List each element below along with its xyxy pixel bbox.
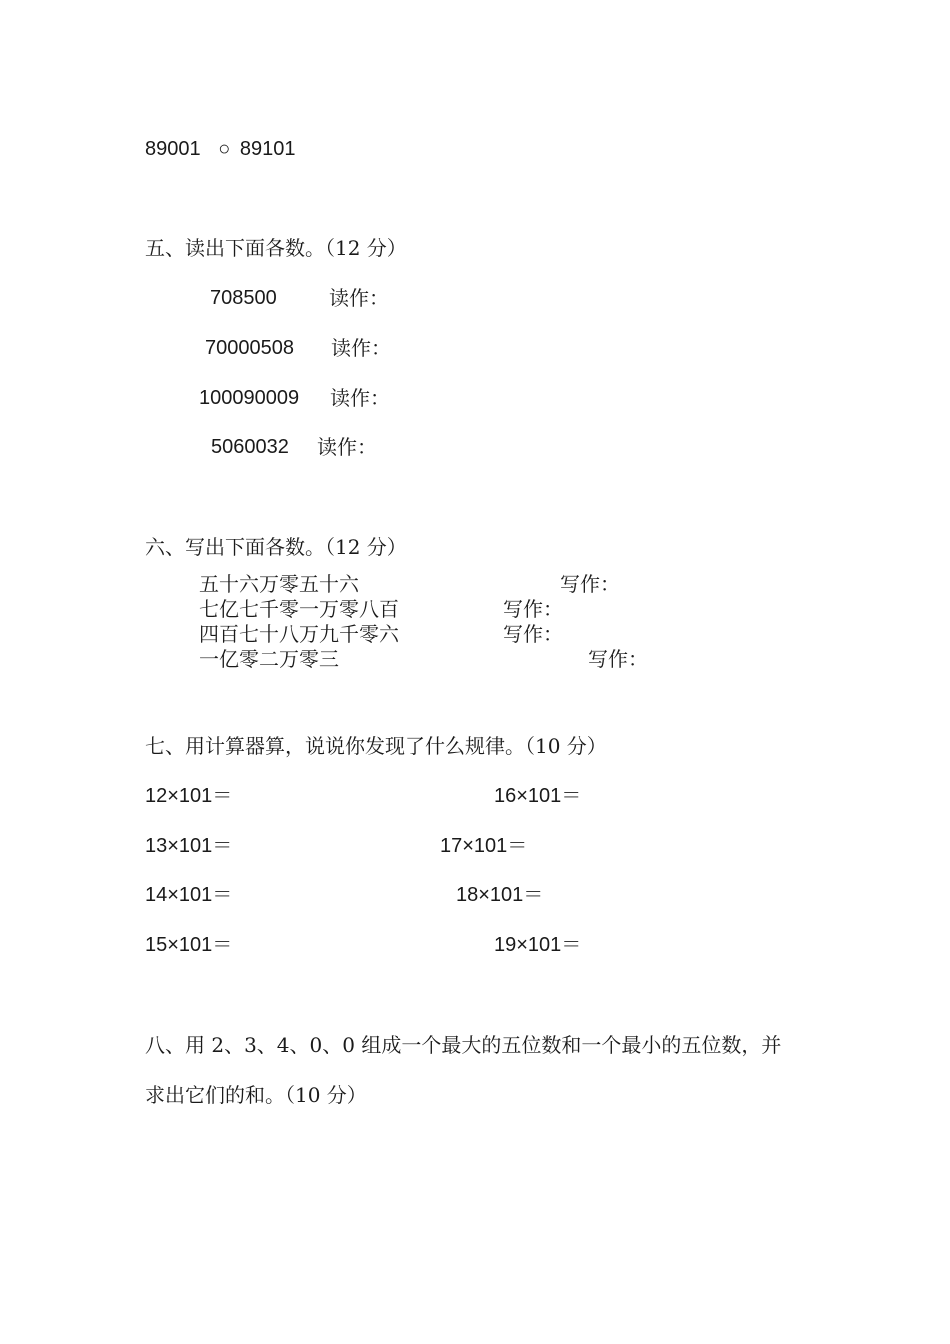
section7-equation: 12×101＝	[145, 785, 233, 807]
section5-read-label: 读作：	[329, 286, 389, 310]
section5-number: 100090009	[199, 387, 300, 409]
comparison-circle-blank[interactable]: ○	[218, 138, 231, 160]
section8-question-line2: 求出它们的和。（10 分）	[145, 1083, 367, 1107]
section5-read-label: 读作：	[331, 336, 391, 360]
section6-chinese-number: 四百七十八万九千零六	[199, 622, 399, 646]
section7-equation: 13×101＝	[145, 835, 233, 857]
section5-read-label: 读作：	[317, 435, 377, 459]
comparison-left-number: 89001	[145, 138, 201, 160]
section6-write-label: 写作：	[560, 572, 620, 596]
section5-number: 5060032	[211, 436, 289, 458]
section7-equation: 19×101＝	[494, 934, 582, 956]
section7-heading: 七、用计算器算，说说你发现了什么规律。（10 分）	[145, 734, 607, 758]
section6-write-label: 写作：	[503, 597, 563, 621]
comparison-row	[145, 139, 295, 159]
section7-equation: 18×101＝	[456, 884, 544, 906]
section6-write-label: 写作：	[503, 622, 563, 646]
section7-equation: 16×101＝	[494, 785, 582, 807]
section7-equation: 15×101＝	[145, 934, 233, 956]
section5-number: 70000508	[205, 337, 294, 359]
section6-chinese-number: 一亿零二万零三	[199, 647, 339, 671]
section7-equation: 14×101＝	[145, 884, 233, 906]
section5-number: 708500	[210, 287, 277, 309]
section5-read-label: 读作：	[330, 386, 390, 410]
section5-heading: 五、读出下面各数。（12 分）	[145, 236, 407, 260]
section6-write-label: 写作：	[588, 647, 648, 671]
comparison-right-number: 89101	[239, 138, 296, 160]
section8-question-line1: 八、用 2、3、4、0、0 组成一个最大的五位数和一个最小的五位数，并	[145, 1033, 782, 1057]
section6-heading: 六、写出下面各数。（12 分）	[145, 535, 407, 559]
section6-chinese-number: 五十六万零五十六	[199, 572, 359, 596]
section7-equation: 17×101＝	[440, 835, 528, 857]
section6-chinese-number: 七亿七千零一万零八百	[199, 597, 399, 621]
